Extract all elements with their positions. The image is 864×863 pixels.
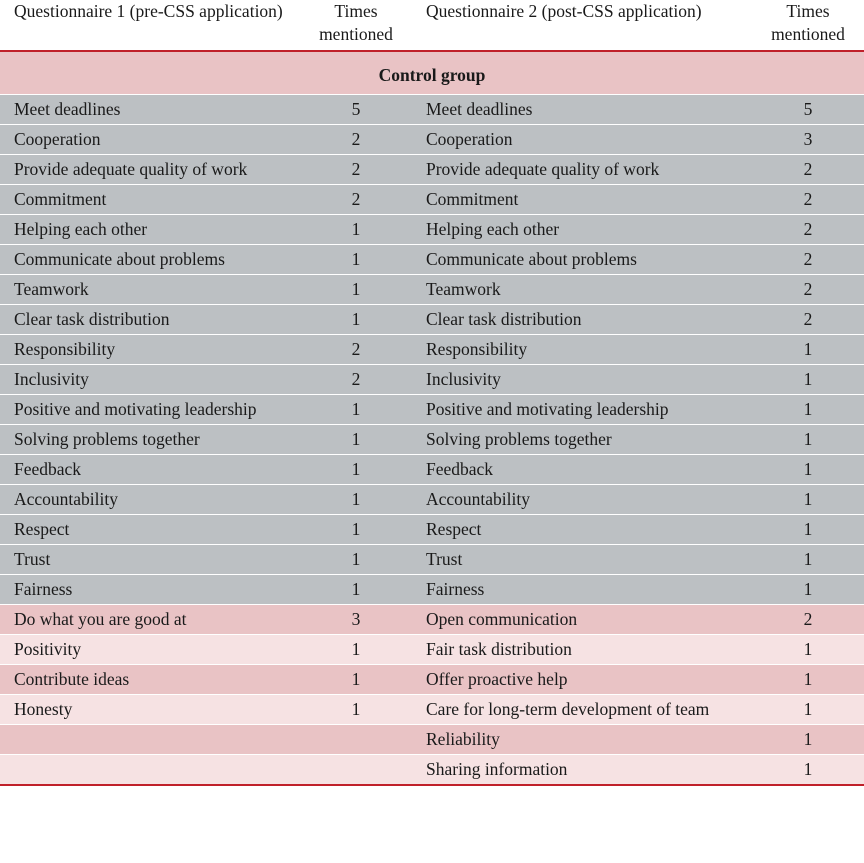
- q1-count: 1: [300, 484, 412, 514]
- q2-item: [412, 124, 752, 154]
- table-row: [0, 304, 864, 334]
- q1-item: [0, 184, 300, 214]
- q2-count: 1: [752, 664, 864, 694]
- q1-count: 2: [300, 154, 412, 184]
- table-row: [0, 514, 864, 544]
- q2-count: 1: [752, 694, 864, 724]
- table-row: [0, 334, 864, 364]
- q2-item: [412, 214, 752, 244]
- table-row: [0, 454, 864, 484]
- q2-text: Solving problems together: [426, 428, 612, 449]
- table-row: [0, 424, 864, 454]
- q2-count: 1: [752, 514, 864, 544]
- q2-item: [412, 664, 752, 694]
- q2-item: [412, 184, 752, 214]
- q1-text: Provide adequate quality of work: [14, 158, 248, 179]
- q2-count: 1: [752, 634, 864, 664]
- q1-text: Do what you are good at: [14, 608, 187, 629]
- table-row: [0, 484, 864, 514]
- q1-text: Trust: [14, 548, 51, 569]
- q1-text: Communicate about problems: [14, 248, 225, 269]
- q2-item: [412, 424, 752, 454]
- q1-item: [0, 454, 300, 484]
- q2-count: 2: [752, 274, 864, 304]
- q2-text: Feedback: [426, 458, 494, 479]
- q1-item: [0, 424, 300, 454]
- q1-count: 5: [300, 94, 412, 124]
- q2-count: 2: [752, 184, 864, 214]
- q1-count: [300, 724, 412, 754]
- q1-count: 1: [300, 454, 412, 484]
- q2-count: 1: [752, 334, 864, 364]
- q1-count: 1: [300, 634, 412, 664]
- q1-item: [0, 484, 300, 514]
- q2-count: 5: [752, 94, 864, 124]
- q1-count: 1: [300, 574, 412, 604]
- col-header-times1: Times mentioned: [300, 0, 412, 51]
- table-row: [0, 94, 864, 124]
- q2-text: Responsibility: [426, 338, 528, 359]
- table-row: [0, 214, 864, 244]
- q2-count: 1: [752, 544, 864, 574]
- q2-item: [412, 514, 752, 544]
- q2-text: Commitment: [426, 188, 519, 209]
- q1-count: 1: [300, 424, 412, 454]
- table-row: [0, 574, 864, 604]
- q1-text: Commitment: [14, 188, 107, 209]
- q2-text: Positive and motivating leadership: [426, 398, 669, 419]
- q1-count: 1: [300, 304, 412, 334]
- q2-item: [412, 754, 752, 785]
- q2-count: 1: [752, 484, 864, 514]
- q1-item: [0, 244, 300, 274]
- q1-count: 1: [300, 214, 412, 244]
- q1-text: Feedback: [14, 458, 82, 479]
- q1-item: [0, 574, 300, 604]
- q1-text: Meet deadlines: [14, 98, 121, 119]
- q2-item: [412, 634, 752, 664]
- q2-item: [412, 244, 752, 274]
- q2-text: Provide adequate quality of work: [426, 158, 660, 179]
- q1-text: Teamwork: [14, 278, 89, 299]
- q1-item: [0, 274, 300, 304]
- q2-text: Care for long-term development of team: [426, 698, 710, 719]
- q1-item: [0, 364, 300, 394]
- q1-text: Solving problems together: [14, 428, 200, 449]
- q2-text: Accountability: [426, 488, 531, 509]
- q2-item: [412, 484, 752, 514]
- q2-count: 1: [752, 724, 864, 754]
- q2-text: Offer proactive help: [426, 668, 568, 689]
- q1-count: 1: [300, 274, 412, 304]
- q2-text: Inclusivity: [426, 368, 501, 389]
- q1-item: [0, 124, 300, 154]
- table-row: [0, 184, 864, 214]
- q1-item: [0, 724, 300, 754]
- q2-item: [412, 604, 752, 634]
- q1-text: Accountability: [14, 488, 119, 509]
- q2-count: 1: [752, 574, 864, 604]
- q2-count: 3: [752, 124, 864, 154]
- q2-item: [412, 694, 752, 724]
- q2-text: Sharing information: [426, 758, 568, 779]
- q1-text: Responsibility: [14, 338, 116, 359]
- q1-item: [0, 304, 300, 334]
- q2-text: Communicate about problems: [426, 248, 637, 269]
- q2-text: Clear task distribution: [426, 308, 582, 329]
- q2-count: 1: [752, 364, 864, 394]
- q1-text: Fairness: [14, 578, 73, 599]
- q2-item: [412, 94, 752, 124]
- q1-count: 1: [300, 544, 412, 574]
- q2-item: [412, 544, 752, 574]
- q2-count: 1: [752, 454, 864, 484]
- table-row: [0, 124, 864, 154]
- q2-text: Meet deadlines: [426, 98, 533, 119]
- q1-item: [0, 154, 300, 184]
- q2-item: [412, 154, 752, 184]
- q2-count: 2: [752, 214, 864, 244]
- q1-text: Helping each other: [14, 218, 148, 239]
- q2-count: 2: [752, 244, 864, 274]
- col-header-q2: Questionnaire 2 (post-CSS application): [412, 0, 752, 51]
- q2-text: Helping each other: [426, 218, 560, 239]
- q1-text: Contribute ideas: [14, 668, 130, 689]
- q2-item: [412, 454, 752, 484]
- q2-count: 1: [752, 394, 864, 424]
- table-row: [0, 274, 864, 304]
- q1-item: [0, 634, 300, 664]
- q1-text: Positive and motivating leadership: [14, 398, 257, 419]
- q1-count: [300, 754, 412, 785]
- col-header-times2: Times mentioned: [752, 0, 864, 51]
- q1-item: [0, 694, 300, 724]
- q1-text: Cooperation: [14, 128, 101, 149]
- q1-count: 2: [300, 364, 412, 394]
- q1-text: Respect: [14, 518, 70, 539]
- q1-count: 2: [300, 124, 412, 154]
- q1-text: Honesty: [14, 698, 73, 719]
- table-row: [0, 244, 864, 274]
- q1-count: 3: [300, 604, 412, 634]
- q2-text: Trust: [426, 548, 463, 569]
- table-row: [0, 664, 864, 694]
- q2-text: Open communication: [426, 608, 578, 629]
- q1-count: 1: [300, 664, 412, 694]
- q1-count: 1: [300, 694, 412, 724]
- q2-count: 1: [752, 424, 864, 454]
- table-row: [0, 544, 864, 574]
- q1-item: [0, 94, 300, 124]
- q1-item: [0, 604, 300, 634]
- table-row: [0, 694, 864, 724]
- q2-item: [412, 334, 752, 364]
- q1-item: [0, 514, 300, 544]
- q2-item: [412, 394, 752, 424]
- q1-item: [0, 334, 300, 364]
- table-row: [0, 754, 864, 785]
- header-row: [0, 0, 864, 51]
- q1-count: 1: [300, 394, 412, 424]
- q1-count: 2: [300, 184, 412, 214]
- q1-item: [0, 664, 300, 694]
- q1-count: 1: [300, 244, 412, 274]
- table-row: [0, 364, 864, 394]
- q2-text: Fair task distribution: [426, 638, 572, 659]
- q2-text: Respect: [426, 518, 482, 539]
- q2-text: Fairness: [426, 578, 485, 599]
- q2-text: Reliability: [426, 728, 500, 749]
- q1-count: 2: [300, 334, 412, 364]
- q2-item: [412, 724, 752, 754]
- table-row: [0, 604, 864, 634]
- section-row: [0, 51, 864, 94]
- q1-count: 1: [300, 514, 412, 544]
- q1-item: [0, 544, 300, 574]
- q2-text: Cooperation: [426, 128, 513, 149]
- section-title: Control group: [0, 51, 864, 94]
- table-row: [0, 154, 864, 184]
- q1-text: Inclusivity: [14, 368, 89, 389]
- table-row: [0, 394, 864, 424]
- q1-item: [0, 214, 300, 244]
- q2-item: [412, 364, 752, 394]
- q2-item: [412, 574, 752, 604]
- q2-count: 2: [752, 154, 864, 184]
- table-row: [0, 634, 864, 664]
- q1-text: Positivity: [14, 638, 82, 659]
- col-header-q1: Questionnaire 1 (pre-CSS application): [0, 0, 300, 51]
- q2-count: 2: [752, 304, 864, 334]
- q2-item: [412, 304, 752, 334]
- q1-item: [0, 394, 300, 424]
- q2-count: 1: [752, 754, 864, 785]
- q2-item: [412, 274, 752, 304]
- q2-count: 2: [752, 604, 864, 634]
- table-row: [0, 724, 864, 754]
- q2-text: Teamwork: [426, 278, 501, 299]
- q1-item: [0, 754, 300, 785]
- q1-text: Clear task distribution: [14, 308, 170, 329]
